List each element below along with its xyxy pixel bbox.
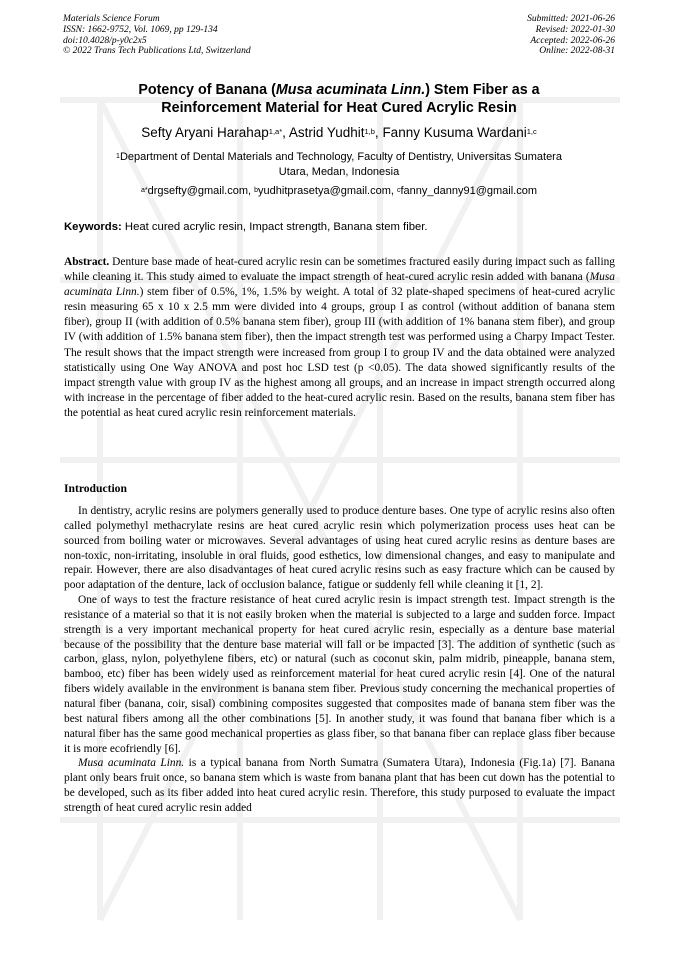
paper-title: [50, 81, 628, 117]
abstract-label: Abstract.: [64, 256, 110, 268]
paragraph: One of ways to test the fracture resistance of heat cured acrylic resin is impact strength test. Impact strength is the resistance of a material so that it is not easily broken when the material is subjected to a large and sudden force. Impact strength is a very important mechanical property for heat cured acrylic resin, especially as a denture base material because of the possibility that the denture base material will fall or be impacted [3]. The addition of synthetic (such as carbon, glass, nylon, polyethylene fibers, etc) or natural (such as coconut skin, palm midrib, pineapple, banana stem, bamboo, etc) fiber has been widely used as reinforcement material for heat cured acrylic resin [4]. One of the natural fibers widely available in the environment is banana stem fiber. Previous study concerning the mechanical properties of natural fiber (banana, coir, sisal) combining composites suggested that composites made of banana stem fiber was the best natural fibers among all the other combinations [5]. In another study, it was found that banana fiber which is a natural fiber has the same good mechanical properties as glass fiber, so that banana fiber can replace glass fiber because it is more ecofriendly [6].: [64, 594, 615, 755]
date-revised: Revised: 2022-01-30: [535, 24, 615, 35]
date-accepted: Accepted: 2022-06-26: [530, 35, 615, 46]
publication-dates: [527, 14, 615, 57]
author: Astrid Yudhit$^{1,b}$,: [288, 125, 383, 140]
keywords-label: Keywords:: [64, 221, 122, 233]
email-link[interactable]: $^{a*}$drgsefty@gmail.com: [140, 185, 248, 197]
paragraph: In dentistry, acrylic resins are polymers generally used to produce denture bases. One type of acrylic resins also often called polymethyl methacrylate resins are heat cured acrylic resin which polymerization process uses heat can be sourced from boiling water or microwaves. Several advantages of using heat cured acrylic resins as denture bases are non-toxic, non-irritating, insoluble in oral fluids, good esthetics, low dimensional changes, and easy to manipulate and repair. However, there are also disadvantages of heat cured acrylic resins such as easy fracture which can be caused by poor adaptation of the denture, lack of occlusion balance, fatigue or suddenly fell while cleaning it [1, 2].: [64, 505, 615, 592]
author-list: [40, 125, 638, 141]
journal-name: Materials Science Forum: [63, 14, 160, 24]
section-heading-introduction: Introduction: [64, 482, 127, 495]
keywords: [64, 220, 615, 234]
date-online: Online: 2022-08-31: [539, 46, 615, 57]
title-line-1: Potency of Banana (Musa acuminata Linn.) Stem Fiber as a: [138, 82, 540, 98]
journal-info: [63, 14, 251, 57]
author: Sefty Aryani Harahap$^{1,a*}$,: [141, 125, 289, 140]
author: Fanny Kusuma Wardani$^{1,c}$: [382, 125, 537, 140]
email-link[interactable]: $^b$yudhitprasetya@gmail.com: [254, 185, 391, 197]
title-species: Musa acuminata Linn.: [275, 82, 426, 98]
journal-doi: doi:10.4028/p-y0c2x5: [63, 35, 147, 46]
keywords-text: Heat cured acrylic resin, Impact strength, Banana stem fiber.: [121, 221, 428, 233]
paragraph: Musa acuminata Linn. is a typical banana from North Sumatra (Sumatera Utara), Indonesia (Fig.1a) [7]. Banana plant only bears fruit once, so banana stem which is waste from banana plant that has been cut down has the potential to be developed, such as its fiber added into heat cured acrylic resin. Therefore, this study purposed to evaluate the impact strength of heat cured acrylic resin added: [64, 757, 615, 814]
introduction-body: [64, 504, 615, 816]
affiliation: $^1$Department of Dental Materials and Technology, Faculty of Dentistry, Universitas Sumatera Utara, Medan, Indonesia: [116, 151, 562, 178]
email-link[interactable]: $^c$fanny_danny91@gmail.com: [397, 185, 538, 197]
date-submitted: Submitted: 2021-06-26: [527, 14, 615, 24]
abstract: Abstract. Denture base made of heat-cured acrylic resin can be sometimes fractured easily during impact such as falling while cleaning it. This study aimed to evaluate the impact strength of heat-cured acrylic resin added with banana (Musa acuminata Linn.) stem fiber of 0.5%, 1%, 1.5% by weight. A total of 32 plate-shaped specimens of heat-cured acrylic resin measuring 65 x 10 x 2.5 mm were divided into 4 groups, group I as control (without addition of banana stem fiber), group II (with addition of 0.5% banana stem fiber), group III (with addition of 1% banana stem fiber), and group IV (with addition of 1.5% banana stem fiber), then the impact strength test was performed using a Charpy Impact Tester. The result shows that the impact strength were increased from group I to group IV and the data obtained were analyzed statistically using One Way ANOVA and post hoc LSD test (p <0.05). The data showed significantly results of the impact strength value with group IV as the highest among all groups, and an increase in impact strength occurred along with increase in the percentage of fiber added to the heat-cured acrylic resin. Based on the results, banana stem fiber has the potential as heat cured acrylic resin reinforcement materials.: [64, 256, 615, 419]
author-emails: $^{a*}$drgsefty@gmail.com, $^b$yudhitprasetya@gmail.com, $^c$fanny_danny91@gmail.com: [140, 185, 538, 197]
journal-header: [63, 14, 615, 57]
journal-issn: ISSN: 1662-9752, Vol. 1069, pp 129-134: [63, 24, 218, 35]
title-line-2: Reinforcement Material for Heat Cured Acrylic Resin: [161, 100, 517, 116]
journal-copyright: © 2022 Trans Tech Publications Ltd, Switzerland: [63, 46, 251, 57]
